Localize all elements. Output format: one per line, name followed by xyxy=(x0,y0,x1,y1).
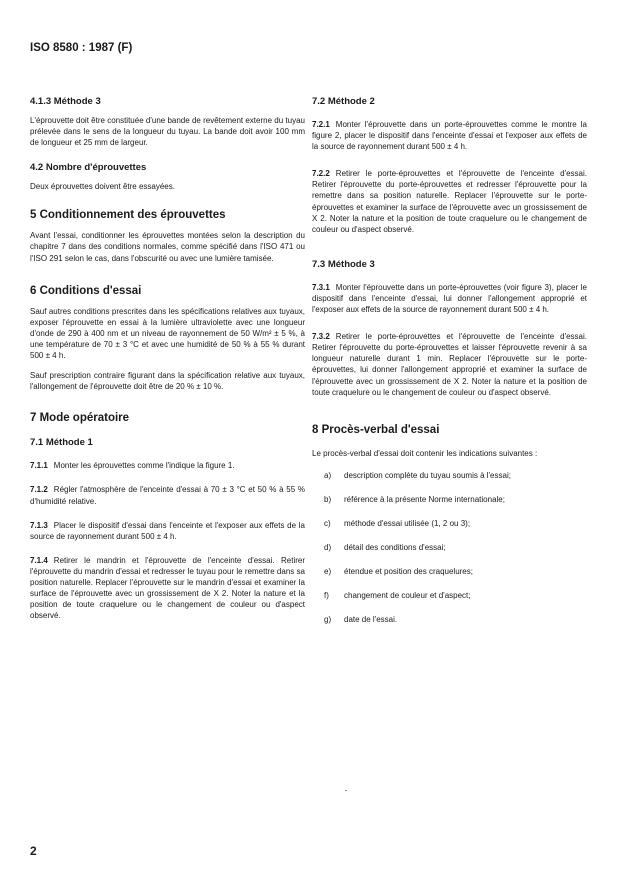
para-text: Retirer le porte-éprouvettes et l'éprouvette de l'enceinte d'essai. Retirer l'éprouvette du porte-éprouvettes et redresser l'éprouvette pour la remettre dans sa position naturelle. Replacer l'éprouvette sur le porte-éprouvettes et examiner la surface de l'éprouvette avec un grossissement de X 2. Noter la nature et la position de toute craquelure ou le changement de couleur ou d'aspect observé. xyxy=(312,169,587,234)
para-text: Retirer le porte-éprouvettes et l'éprouvette de l'enceinte d'essai. Retirer l'éprouvette du porte-éprouvettes et laisser l'éprouvette revenir à sa longueur naturelle durant 1 min. Replacer l'éprouvette sur le porte-éprouvettes, lui donner l'allongement approprié et examiner la surface de l'éprouvette avec un grossissement de X 2. Noter la nature et la position de toute craquelure ou le changement de couleur ou d'aspect observé. xyxy=(312,332,587,397)
list-item xyxy=(312,591,587,600)
list-item xyxy=(312,519,587,528)
para-text: Monter l'éprouvette dans un porte-éprouvettes comme le montre la figure 2, placer le dispositif dans l'enceinte d'essai et l'exposer aux effets de la source de rayonnement durant 500 ± 4 h. xyxy=(312,120,587,152)
section-4-2-title: 4.2 Nombre d'éprouvettes xyxy=(30,162,147,174)
list-item-label: d) xyxy=(324,542,332,552)
section-4-1-3-text: L'éprouvette doit être constituée d'une bande de revêtement externe du tuyau prélevée dans le sens de la longueur du tuyau. La bande doit avoir 100 mm de longueur et 25 mm de largeur. xyxy=(30,116,305,148)
list-item-text: changement de couleur et d'aspect; xyxy=(344,590,471,600)
section-7-title: 7 Mode opératoire xyxy=(30,412,130,425)
para-text: Retirer le mandrin et l'éprouvette de l'enceinte d'essai. Retirer l'éprouvette du mandrin d'essai et redresser le tuyau pour le remettre dans sa position naturelle. Replacer l'éprouvette sur le mandrin d'essai et examiner la surface de l'éprouvette avec un grossissement de X 2. Noter la nature et la position de toute craquelure ou le changement de couleur ou d'aspect observé. xyxy=(30,555,305,621)
page-number: 2 xyxy=(30,844,37,858)
section-5-title: 5 Conditionnement des éprouvettes xyxy=(30,209,226,222)
list-item-label: f) xyxy=(324,590,329,600)
list-item xyxy=(312,615,587,624)
para-text: Placer le dispositif d'essai dans l'enceinte et l'exposer aux effets de la source de rayonnement durant 500 ± 4 h. xyxy=(30,520,305,541)
para-7-1-3 xyxy=(30,520,305,542)
para-7-3-1 xyxy=(312,282,587,315)
list-item-text: étendue et position des craquelures; xyxy=(344,566,473,576)
list-item-label: b) xyxy=(324,494,332,504)
list-item-text: référence à la présente Norme internationale; xyxy=(344,494,505,504)
list-item xyxy=(312,567,587,576)
list-item-label: a) xyxy=(324,470,332,480)
para-text: Monter l'éprouvette dans un porte-éprouvettes (voir figure 3), placer le dispositif dans l'enceinte d'essai, lui donner l'allongement approprié et l'exposer aux effets de la source de rayonnement durant 500 ± 4 h. xyxy=(312,282,587,315)
list-item-text: détail des conditions d'essai; xyxy=(344,542,446,552)
para-number: 7.2.2 xyxy=(312,169,330,179)
section-6-para-1: Sauf autres conditions prescrites dans les spécifications relatives aux tuyaux, exposer l'éprouvette en essai à la lumière ultraviolette avec une longueur d'onde de 290 à 400 nm et un niveau de rayonnement de 50 W/m² ± 5 %, à une température de 70 ± 3 °C et avec une humidité de 50 % à 55 % durant 500 ± 4 h. xyxy=(30,306,305,361)
para-7-3-2 xyxy=(312,331,587,398)
section-4-1-3-title: 4.1.3 Méthode 3 xyxy=(30,96,101,107)
section-7-2-title: 7.2 Méthode 2 xyxy=(312,96,375,107)
para-text: Régler l'atmosphère de l'enceinte d'essai à 70 ± 3 °C et 50 % à 55 % d'humidité relative. xyxy=(30,485,305,506)
list-item-label: g) xyxy=(324,614,332,624)
scan-speck xyxy=(345,790,347,791)
list-item xyxy=(312,471,587,480)
para-number: 7.3.1 xyxy=(312,282,330,292)
para-number: 7.2.1 xyxy=(312,120,330,129)
para-number: 7.1.2 xyxy=(30,485,48,495)
para-7-1-1 xyxy=(30,460,305,471)
section-6-para-2: Sauf prescription contraire figurant dans la spécification relative aux tuyaux, l'allongement de l'éprouvette doit être de 20 % ± 10 %. xyxy=(30,371,305,392)
section-8-intro: Le procès-verbal d'essai doit contenir les indications suivantes : xyxy=(312,448,538,458)
para-7-2-2 xyxy=(312,168,587,235)
section-5-text: Avant l'essai, conditionner les éprouvettes montées selon la description du chapitre 7 dans des conditions normales, comme spécifié dans l'ISO 471 ou l'ISO 291 selon le cas, dans l'obscurité ou avec une lumière tamisée. xyxy=(30,231,305,263)
para-7-2-1 xyxy=(312,119,587,152)
document-header: ISO 8580 : 1987 (F) xyxy=(30,42,133,54)
list-item-text: méthode d'essai utilisée (1, 2 ou 3); xyxy=(344,518,471,528)
right-column xyxy=(312,96,587,624)
section-7-1-title: 7.1 Méthode 1 xyxy=(30,437,93,449)
section-8-title: 8 Procès-verbal d'essai xyxy=(312,423,440,436)
para-number: 7.1.4 xyxy=(30,555,48,565)
section-7-3-title: 7.3 Méthode 3 xyxy=(312,258,375,270)
list-item-text: description complète du tuyau soumis à l'essai; xyxy=(344,470,511,480)
list-item xyxy=(312,543,587,552)
para-number: 7.1.3 xyxy=(30,520,48,530)
left-column xyxy=(30,96,305,621)
list-item-label: e) xyxy=(324,566,332,576)
para-7-1-2 xyxy=(30,484,305,506)
para-number: 7.3.2 xyxy=(312,332,330,342)
list-item-label: c) xyxy=(324,518,331,528)
para-7-1-4 xyxy=(30,555,305,622)
para-number: 7.1.1 xyxy=(30,461,48,471)
section-4-2-text: Deux éprouvettes doivent être essayées. xyxy=(30,182,175,192)
list-item-text: date de l'essai. xyxy=(344,614,398,624)
list-item xyxy=(312,495,587,504)
section-6-title: 6 Conditions d'essai xyxy=(30,284,142,297)
report-items-list xyxy=(312,471,587,624)
para-text: Monter les éprouvettes comme l'indique la figure 1. xyxy=(53,461,235,471)
